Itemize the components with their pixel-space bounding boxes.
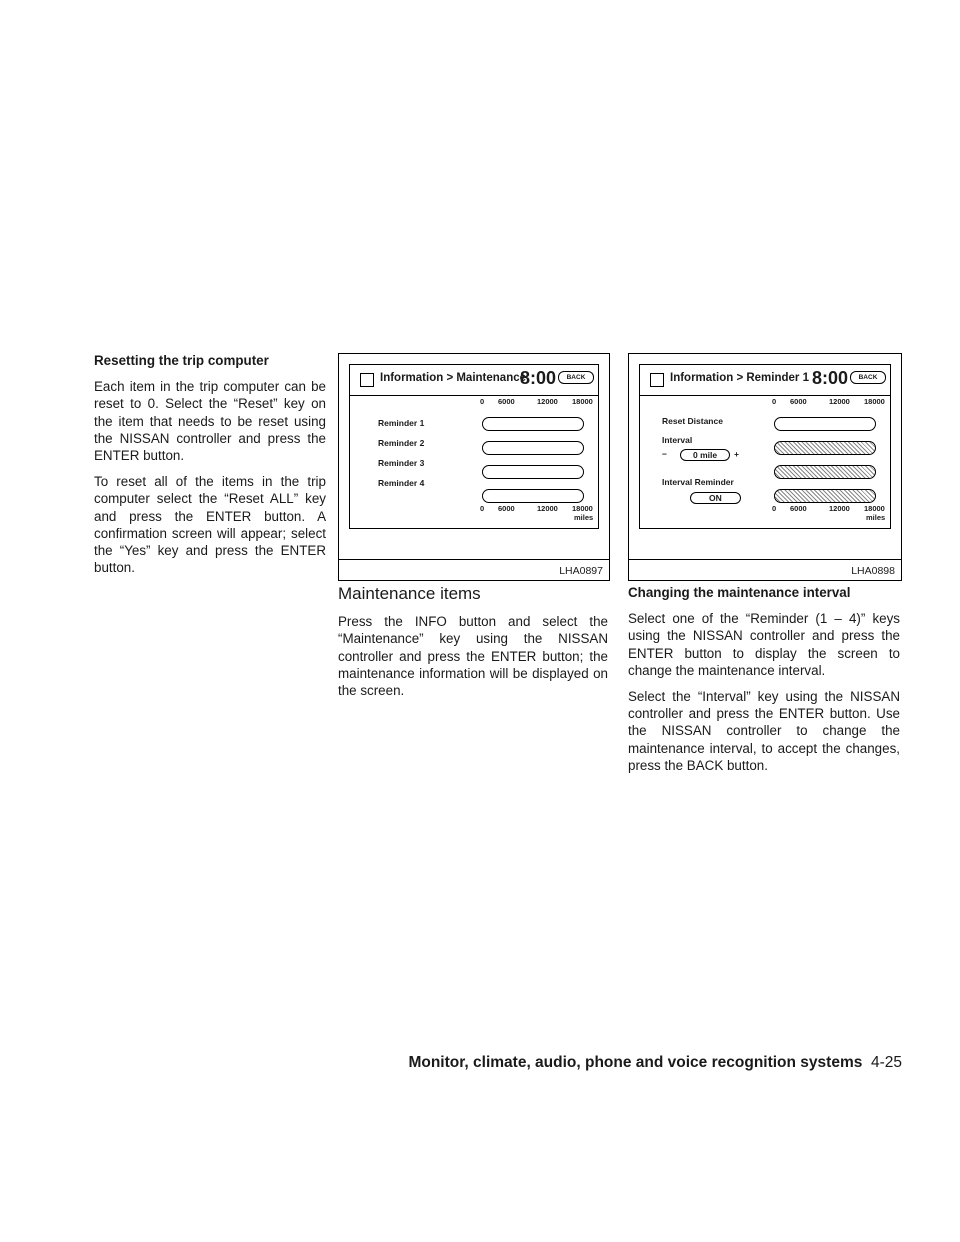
reminder-3-button[interactable]: Reminder 3: [378, 458, 425, 468]
clock: 8:00: [811, 368, 848, 388]
scale-label: 0: [480, 397, 485, 406]
scale-label: 0: [772, 397, 777, 406]
figure-code: LHA0897: [559, 565, 603, 577]
paragraph: Select one of the “Reminder (1 – 4)” keys using the NISSAN controller and press the ENTER button to display the screen to change the maintenance interval.: [628, 611, 900, 678]
back-button[interactable]: BACK: [850, 371, 886, 384]
menu-icon: [650, 373, 664, 387]
scale-label: 12000: [829, 504, 850, 513]
on-toggle[interactable]: ON: [690, 492, 741, 504]
reminder-gauge: [482, 465, 584, 479]
scale-label: 12000: [829, 397, 850, 406]
back-button[interactable]: BACK: [558, 371, 594, 384]
heading-changing-interval: Changing the maintenance interval: [628, 585, 851, 600]
screen-title: Information > Reminder 1: [670, 372, 809, 384]
paragraph: To reset all of the items in the trip computer select the “Reset ALL” key and press the ENTER button. A confirmation screen will appear; select the “Yes” key and press the ENTER button.: [94, 474, 326, 576]
page-footer: [408, 1054, 902, 1072]
minus-icon[interactable]: −: [662, 449, 667, 459]
scale-label: 18000: [864, 504, 885, 513]
paragraph: Press the INFO button and select the “Maintenance” key using the NISSAN controller and press the ENTER button; the maintenance information will be displayed on the screen.: [338, 614, 608, 699]
unit-label: miles: [866, 513, 886, 522]
scale-label: 18000: [864, 397, 885, 406]
scale-label: 12000: [537, 397, 558, 406]
caption-rule: [629, 559, 901, 560]
heading-maintenance-items: Maintenance items: [338, 584, 481, 603]
reminder-4-button[interactable]: Reminder 4: [378, 478, 425, 488]
interval-label: Interval: [662, 435, 693, 445]
clock: 8:00: [519, 368, 556, 388]
scale-label: 6000: [790, 504, 807, 513]
plus-icon[interactable]: +: [734, 449, 739, 459]
scale-label: 18000: [572, 397, 593, 406]
screen-title: Information > Maintenance: [380, 372, 527, 384]
reminder-gauge: [774, 417, 876, 431]
reset-distance-button[interactable]: Reset Distance: [662, 416, 723, 426]
title-bar: [350, 365, 598, 396]
middle-column: [338, 585, 608, 708]
scale-label: 6000: [498, 397, 515, 406]
interval-value[interactable]: 0 mile: [680, 449, 730, 461]
heading-resetting: Resetting the trip computer: [94, 353, 269, 368]
caption-rule: [339, 559, 609, 560]
paragraph: Select the “Interval” key using the NISSAN controller and press the ENTER button. Use the NISSAN controller to change the maintenance interval, to accept the changes, press the BACK button.: [628, 689, 900, 773]
reminder-gauge: [774, 465, 876, 479]
page-number: 4-25: [870, 1054, 902, 1071]
figure-reminder-screen: [628, 353, 902, 581]
right-column: [628, 584, 900, 783]
unit-label: miles: [574, 513, 594, 522]
scale-label: 6000: [790, 397, 807, 406]
screen: [349, 364, 599, 529]
left-column: [94, 352, 326, 585]
menu-icon: [360, 373, 374, 387]
scale-label: 18000: [572, 504, 593, 513]
scale-label: 0: [772, 504, 777, 513]
figure-code: LHA0898: [851, 565, 895, 577]
reminder-gauge: [482, 417, 584, 431]
reminder-gauge: [482, 441, 584, 455]
reminder-gauge: [774, 489, 876, 503]
paragraph: Each item in the trip computer can be reset to 0. Select the “Reset” key on the item that needs to be reset using the NISSAN controller and press the ENTER button.: [94, 379, 326, 464]
screen: [639, 364, 891, 529]
interval-reminder-label: Interval Reminder: [662, 477, 734, 487]
figure-maintenance-screen: [338, 353, 610, 581]
reminder-2-button[interactable]: Reminder 2: [378, 438, 425, 448]
reminder-gauge: [482, 489, 584, 503]
section-title: Monitor, climate, audio, phone and voice recognition systems: [408, 1054, 863, 1071]
reminder-gauge: [774, 441, 876, 455]
scale-label: 0: [480, 504, 485, 513]
scale-label: 12000: [537, 504, 558, 513]
title-bar: [640, 365, 890, 396]
scale-label: 6000: [498, 504, 515, 513]
reminder-1-button[interactable]: Reminder 1: [378, 418, 425, 428]
